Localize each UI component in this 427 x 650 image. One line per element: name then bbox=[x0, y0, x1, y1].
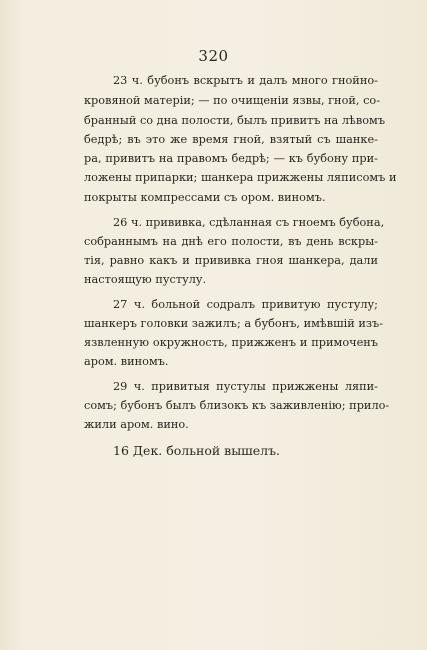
paragraph-line: кровяной матеріи; — по очищеніи язвы, гной, со- bbox=[84, 94, 381, 107]
paragraph-line: собраннымъ на днѣ его полости, въ день вскры- bbox=[84, 235, 378, 248]
page-number: 320 bbox=[198, 47, 229, 65]
paragraph-line: тія, равно какъ и прививка гноя шанкера, дали bbox=[84, 254, 378, 267]
paragraph-line: аром. виномъ. bbox=[84, 355, 169, 368]
paragraph-line: покрыты компрессами съ ором. виномъ. bbox=[84, 191, 326, 204]
paragraph-line: бранный со дна полости, былъ привитъ на лѣвомъ bbox=[84, 114, 386, 127]
paragraph-line: настоящую пустулу. bbox=[84, 273, 207, 286]
paragraph-line: 27 ч. больной содралъ привитую пустулу; bbox=[113, 298, 378, 311]
paragraph-line: шанкеръ головки зажилъ; а бубонъ, имѣвшій изъ- bbox=[84, 317, 384, 330]
paragraph-line: 26 ч. прививка, сдѣланная съ гноемъ бубона, bbox=[113, 216, 385, 229]
paragraph-line: бедрѣ; въ это же время гной, взятый съ шанке- bbox=[84, 133, 378, 146]
paragraph-line: ра, привитъ на правомъ бедрѣ; — къ бубону при- bbox=[84, 152, 378, 165]
paragraph-line: 23 ч. бубонъ вскрытъ и далъ много гнойно- bbox=[113, 74, 378, 87]
paragraph-line: 29 ч. привитыя пустулы прижжены ляпи- bbox=[113, 380, 378, 393]
paragraph-line: сомъ; бубонъ былъ близокъ къ заживленію; прило- bbox=[84, 399, 390, 412]
paragraph-line: жили аром. вино. bbox=[84, 418, 189, 431]
paragraph-line: ложены припарки; шанкера прижжены ляписомъ и bbox=[84, 171, 397, 184]
paragraph-line: язвленную окружность, прижженъ и примоченъ bbox=[84, 336, 378, 349]
paragraph-line: 16 Дек. больной вышелъ. bbox=[113, 443, 281, 458]
